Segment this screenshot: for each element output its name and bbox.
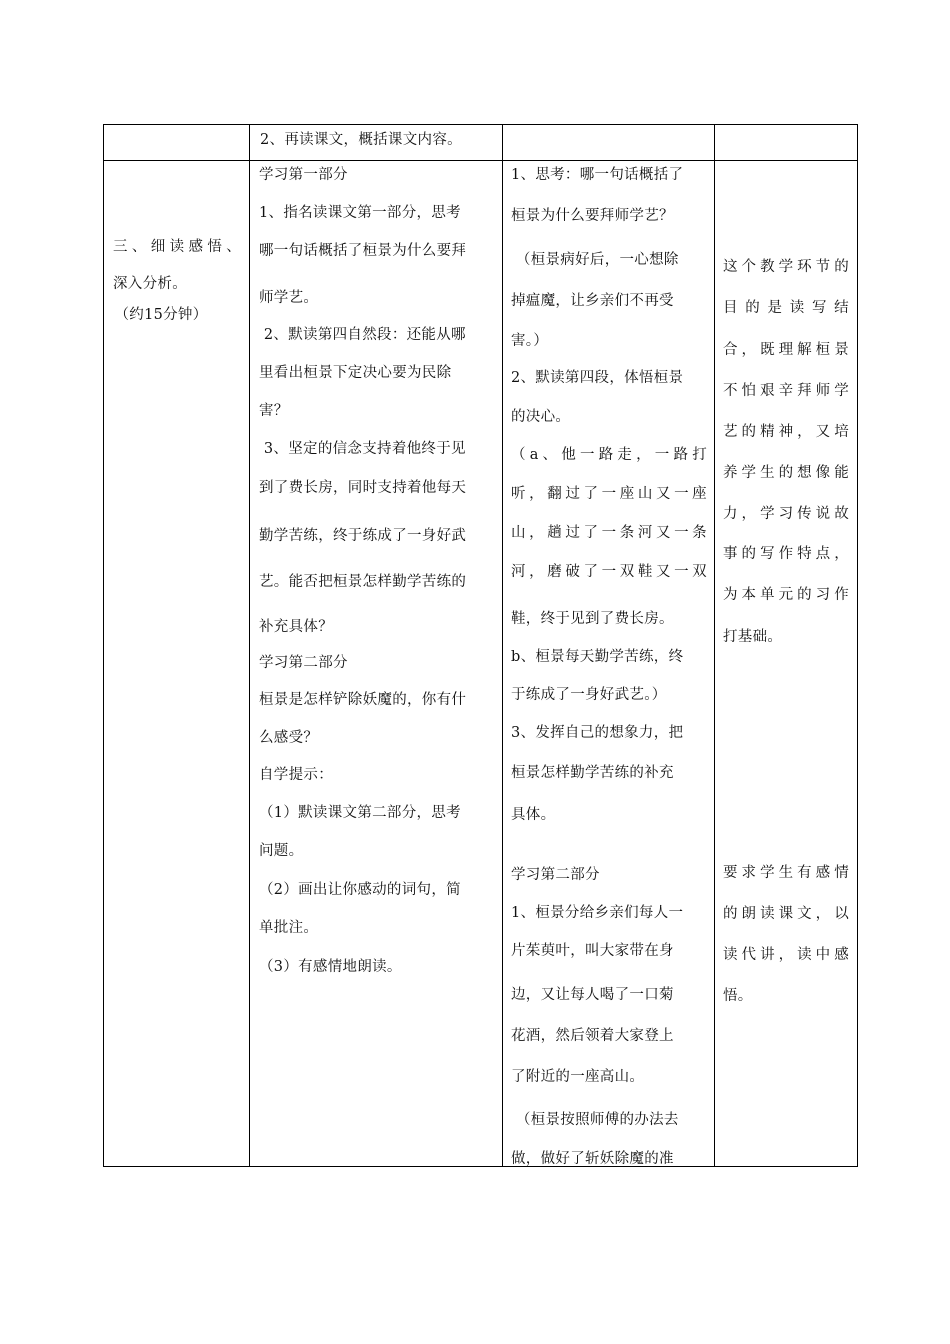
table-border-bottom bbox=[103, 1166, 858, 1167]
student-line: 害。） bbox=[511, 333, 549, 349]
student-line: 桓景怎样勤学苦练的补充 bbox=[511, 765, 674, 781]
student-line: 了附近的一座高山。 bbox=[511, 1069, 645, 1085]
activity-line: 害？ bbox=[259, 403, 289, 419]
student-line: 听，翻过了一座山又一座 bbox=[511, 486, 707, 502]
student-line: 2、默读第四段，体悟桓景 bbox=[511, 370, 684, 386]
column-divider bbox=[249, 124, 250, 1167]
intent-line: 悟。 bbox=[723, 988, 753, 1004]
activity-line: 勤学苦练，终于练成了一身好武 bbox=[259, 528, 467, 544]
section-heading-cell bbox=[113, 229, 241, 325]
student-line: （桓景病好后，一心想除 bbox=[511, 252, 679, 268]
row1-col2-cell bbox=[260, 130, 496, 150]
activity-line: 单批注。 bbox=[259, 920, 319, 936]
activity-line: 补充具体？ bbox=[259, 619, 333, 635]
section-heading-line: 深入分析。 bbox=[113, 276, 187, 292]
student-line: 做，做好了斩妖除魔的准 bbox=[511, 1151, 674, 1167]
row-divider bbox=[103, 160, 858, 161]
intent-line: 艺的精神，又培 bbox=[723, 424, 849, 440]
student-line: b、桓景每天勤学苦练，终 bbox=[511, 649, 684, 665]
section-duration: （约15分钟） bbox=[114, 307, 208, 323]
table-border-left bbox=[103, 124, 104, 1167]
student-line: 学习第二部分 bbox=[511, 867, 600, 883]
activity-line: 里看出桓景下定决心要为民除 bbox=[259, 365, 452, 381]
intent-line: 不怕艰辛拜师学 bbox=[723, 383, 849, 399]
intent-line: 力，学习传说故 bbox=[723, 506, 849, 522]
intent-line: 为本单元的习作 bbox=[723, 587, 849, 603]
activity-line: （3）有感情地朗读。 bbox=[259, 959, 402, 975]
intent-line: 目的是读写结 bbox=[723, 300, 849, 316]
student-line: 山，趟过了一条河又一条 bbox=[511, 525, 707, 541]
student-line: 鞋，终于见到了费长房。 bbox=[511, 611, 674, 627]
activity-line: 师学艺。 bbox=[259, 290, 319, 306]
activity-line: 哪一句话概括了桓景为什么要拜 bbox=[259, 243, 467, 259]
lesson-plan-table bbox=[103, 124, 858, 1167]
intent-line: 打基础。 bbox=[723, 629, 783, 645]
table-border-top bbox=[103, 124, 858, 125]
intent-line: 养学生的想像能 bbox=[723, 465, 849, 481]
student-line: 具体。 bbox=[511, 807, 556, 823]
section-heading-line: 三、细读感悟、 bbox=[113, 239, 241, 255]
activity-line: 学习第一部分 bbox=[259, 167, 348, 183]
student-line: （桓景按照师傅的办法去 bbox=[511, 1112, 679, 1128]
activity-line: （2）画出让你感动的词句，简 bbox=[259, 882, 461, 898]
student-line: 3、发挥自己的想象力，把 bbox=[511, 725, 684, 741]
activity-line: 问题。 bbox=[259, 843, 304, 859]
table-border-right bbox=[857, 124, 858, 1167]
activity-line: 学习第二部分 bbox=[259, 655, 348, 671]
student-line: 河，磨破了一双鞋又一双 bbox=[511, 564, 707, 580]
intent-line: 要求学生有感情 bbox=[723, 865, 849, 881]
activity-line: 1、指名读课文第一部分，思考 bbox=[259, 205, 461, 221]
student-line: 的决心。 bbox=[511, 409, 571, 425]
activity-line: 2、默读第四自然段：还能从哪 bbox=[259, 327, 466, 343]
activity-line: （1）默读课文第二部分，思考 bbox=[259, 805, 461, 821]
activity-line: 3、坚定的信念支持着他终于见 bbox=[259, 441, 466, 457]
row1-col2-text: 2、再读课文，概括课文内容。 bbox=[260, 132, 462, 148]
intent-line: 读代讲，读中感 bbox=[723, 947, 849, 963]
intent-line: 合，既理解桓景 bbox=[723, 342, 849, 358]
activity-line: 到了费长房，同时支持着他每天 bbox=[259, 480, 467, 496]
intent-line: 这个教学环节的 bbox=[723, 259, 849, 275]
activity-line: 桓景是怎样铲除妖魔的，你有什 bbox=[259, 692, 467, 708]
intent-line: 事的写作特点， bbox=[723, 546, 849, 562]
student-line: 桓景为什么要拜师学艺？ bbox=[511, 208, 674, 224]
column-divider bbox=[714, 124, 715, 1167]
student-line: 片茱萸叶，叫大家带在身 bbox=[511, 943, 674, 959]
student-line: 1、桓景分给乡亲们每人一 bbox=[511, 905, 684, 921]
column-divider bbox=[502, 124, 503, 1167]
student-line: 掉瘟魔，让乡亲们不再受 bbox=[511, 293, 674, 309]
activity-line: 艺。能否把桓景怎样勤学苦练的 bbox=[259, 574, 467, 590]
student-line: 1、思考：哪一句话概括了 bbox=[511, 167, 684, 183]
student-line: 花酒，然后领着大家登上 bbox=[511, 1028, 674, 1044]
intent-line: 的朗读课文，以 bbox=[723, 906, 849, 922]
activity-line: 么感受？ bbox=[259, 730, 319, 746]
student-line: （a、他一路走，一路打 bbox=[511, 447, 707, 463]
student-line: 边，又让每人喝了一口菊 bbox=[511, 987, 674, 1003]
student-line: 于练成了一身好武艺。） bbox=[511, 687, 667, 703]
activity-line: 自学提示： bbox=[259, 767, 333, 783]
